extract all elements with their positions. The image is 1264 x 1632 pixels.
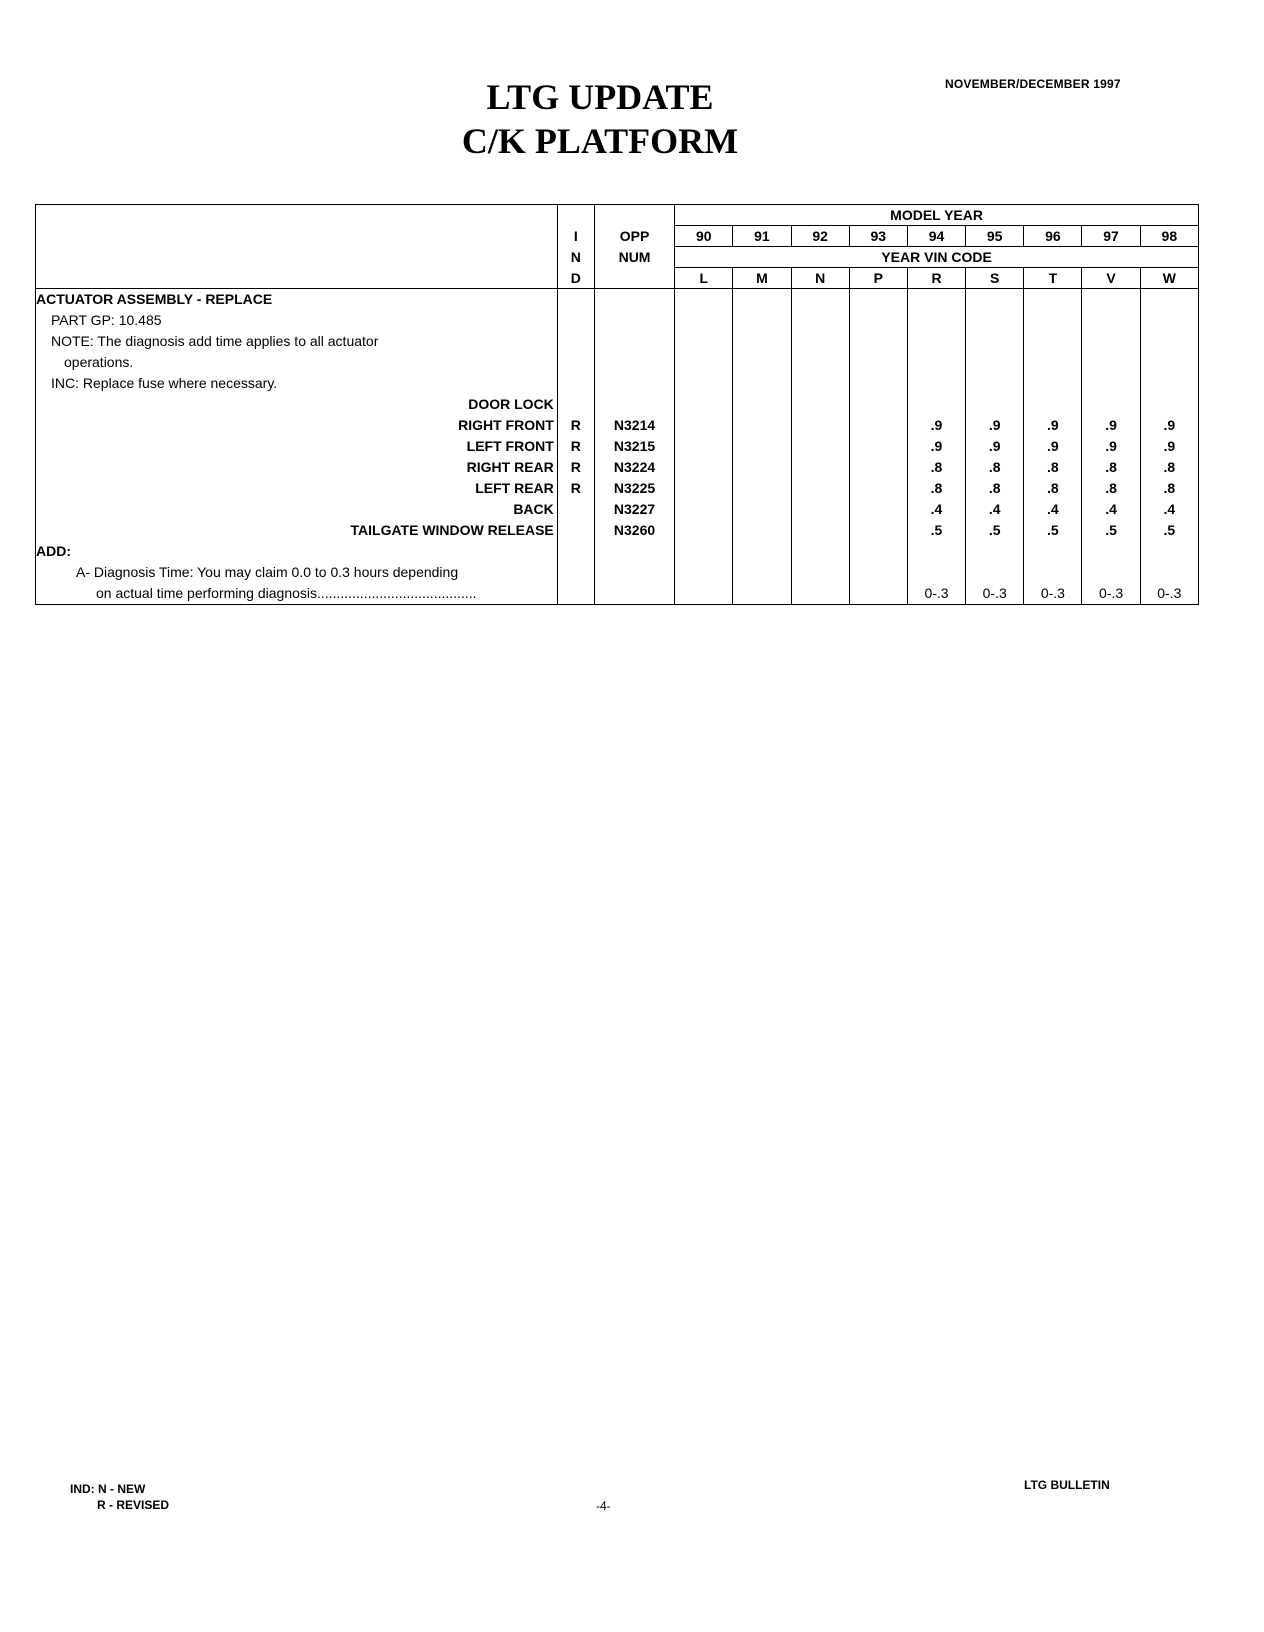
- value-tailgate-92: [792, 520, 849, 541]
- ind-header-1: I: [557, 226, 594, 247]
- value-left-rear-97: .8: [1105, 480, 1117, 496]
- year-column-96: [1024, 289, 1082, 605]
- opp-right-front: N3214: [613, 417, 656, 433]
- ind-right-front: R: [570, 417, 581, 433]
- value-tailgate-96: .5: [1047, 522, 1059, 538]
- value-left-front-95: .9: [988, 438, 1001, 454]
- year-column-97: [1082, 289, 1140, 605]
- add-value-94: 0-.3: [924, 585, 949, 601]
- value-right-rear-94: .8: [930, 459, 943, 475]
- value-left-rear-95: .8: [988, 480, 1001, 496]
- vin-code-W: W: [1140, 268, 1198, 289]
- ind-column: [557, 289, 594, 605]
- value-left-rear-90: [675, 478, 732, 499]
- year-column-92: [791, 289, 849, 605]
- value-right-front-98: .9: [1163, 417, 1176, 433]
- opp-tailgate: N3260: [613, 522, 656, 538]
- value-tailgate-90: [675, 520, 732, 541]
- value-back-90: [675, 499, 732, 520]
- ind-header-blank: [557, 205, 594, 226]
- value-right-rear-98: .8: [1163, 459, 1176, 475]
- value-back-93: [850, 499, 907, 520]
- year-column-91: [733, 289, 791, 605]
- value-right-front-95: .9: [988, 417, 1001, 433]
- year-column-98: [1140, 289, 1198, 605]
- value-back-98: .4: [1163, 501, 1176, 517]
- note-line-1: NOTE: The diagnosis add time applies to all actuator: [51, 333, 379, 349]
- add-label: ADD:: [36, 543, 71, 559]
- ind-right-rear: R: [570, 459, 581, 475]
- year-92: 92: [791, 226, 849, 247]
- opp-back: N3227: [613, 501, 656, 517]
- opp-header-3: [594, 268, 674, 289]
- value-right-rear-90: [675, 457, 732, 478]
- value-left-rear-92: [792, 478, 849, 499]
- value-left-front-94: .9: [930, 438, 943, 454]
- group-door-lock: DOOR LOCK: [468, 396, 554, 412]
- year-column-94: [907, 289, 965, 605]
- opp-left-rear: N3225: [613, 480, 656, 496]
- value-left-front-98: .9: [1163, 438, 1176, 454]
- row-label-back: BACK: [513, 501, 554, 517]
- footer-bulletin: LTG BULLETIN: [1024, 1478, 1110, 1492]
- value-left-rear-93: [850, 478, 907, 499]
- value-back-96: .4: [1047, 501, 1059, 517]
- value-right-front-93: [850, 415, 907, 436]
- value-right-rear-91: [733, 457, 790, 478]
- part-group: PART GP: 10.485: [51, 312, 162, 328]
- value-right-front-90: [675, 415, 732, 436]
- value-tailgate-94: .5: [930, 522, 943, 538]
- ind-header-3: D: [557, 268, 594, 289]
- row-label-right-rear: RIGHT REAR: [466, 459, 554, 475]
- value-left-front-92: [792, 436, 849, 457]
- value-right-rear-96: .8: [1047, 459, 1059, 475]
- add-line-1: A- Diagnosis Time: You may claim 0.0 to 0.3 hours depending: [76, 564, 459, 580]
- title-line-1: LTG UPDATE: [486, 77, 714, 117]
- opp-header-blank: [594, 205, 674, 226]
- value-left-rear-94: .8: [930, 480, 943, 496]
- vin-code-L: L: [675, 268, 733, 289]
- year-94: 94: [907, 226, 965, 247]
- year-93: 93: [849, 226, 907, 247]
- value-tailgate-93: [850, 520, 907, 541]
- vin-code-R: R: [907, 268, 965, 289]
- year-98: 98: [1140, 226, 1198, 247]
- ind-tailgate: [558, 520, 594, 541]
- year-95: 95: [966, 226, 1024, 247]
- row-label-left-rear: LEFT REAR: [475, 480, 554, 496]
- value-tailgate-98: .5: [1163, 522, 1176, 538]
- add-value-97: 0-.3: [1099, 585, 1124, 601]
- title-line-2: C/K PLATFORM: [461, 121, 739, 161]
- vin-code-S: S: [966, 268, 1024, 289]
- vin-code-V: V: [1082, 268, 1140, 289]
- vin-code-T: T: [1024, 268, 1082, 289]
- row-label-right-front: RIGHT FRONT: [458, 417, 554, 433]
- footer-ind-new: IND: N - NEW: [70, 1482, 146, 1496]
- value-right-front-92: [792, 415, 849, 436]
- value-left-front-90: [675, 436, 732, 457]
- footer-ind-revised: R - REVISED: [97, 1498, 170, 1512]
- year-column-95: [966, 289, 1024, 605]
- value-tailgate-97: .5: [1105, 522, 1117, 538]
- value-left-rear-91: [733, 478, 790, 499]
- add-value-96: 0-.3: [1040, 585, 1065, 601]
- value-left-rear-98: .8: [1163, 480, 1176, 496]
- add-value-90: [675, 583, 732, 604]
- value-left-front-91: [733, 436, 790, 457]
- section-title: ACTUATOR ASSEMBLY - REPLACE: [36, 291, 273, 307]
- value-left-front-96: .9: [1047, 438, 1059, 454]
- vin-code-P: P: [849, 268, 907, 289]
- year-90: 90: [675, 226, 733, 247]
- opp-left-front: N3215: [613, 438, 656, 454]
- value-left-front-93: [850, 436, 907, 457]
- year-91: 91: [733, 226, 791, 247]
- add-value-92: [792, 583, 849, 604]
- value-tailgate-91: [733, 520, 790, 541]
- value-back-95: .4: [988, 501, 1001, 517]
- section-body: [36, 289, 1199, 605]
- value-back-94: .4: [930, 501, 943, 517]
- bulletin-date: NOVEMBER/DECEMBER 1997: [945, 77, 1121, 91]
- vin-code-N: N: [791, 268, 849, 289]
- header-row-model-year: [36, 205, 1199, 226]
- ind-left-rear: R: [570, 480, 581, 496]
- value-right-rear-97: .8: [1105, 459, 1117, 475]
- description-header: [36, 205, 558, 289]
- add-value-95: 0-.3: [982, 585, 1007, 601]
- vin-code-M: M: [733, 268, 791, 289]
- ind-left-front: R: [570, 438, 581, 454]
- value-tailgate-95: .5: [988, 522, 1001, 538]
- value-right-front-97: .9: [1105, 417, 1117, 433]
- value-left-front-97: .9: [1105, 438, 1117, 454]
- year-column-90: [675, 289, 733, 605]
- value-right-front-96: .9: [1047, 417, 1059, 433]
- value-right-front-91: [733, 415, 790, 436]
- labor-time-table: [35, 204, 1199, 605]
- value-right-rear-95: .8: [988, 459, 1001, 475]
- year-96: 96: [1024, 226, 1082, 247]
- value-back-92: [792, 499, 849, 520]
- description-column: [36, 289, 558, 605]
- page-number: -4-: [596, 1499, 611, 1513]
- ind-back: [558, 499, 594, 520]
- value-back-91: [733, 499, 790, 520]
- vin-code-label: YEAR VIN CODE: [675, 247, 1199, 268]
- value-back-97: .4: [1105, 501, 1117, 517]
- opp-right-rear: N3224: [613, 459, 656, 475]
- row-label-tailgate: TAILGATE WINDOW RELEASE: [350, 522, 554, 538]
- value-right-rear-93: [850, 457, 907, 478]
- value-left-rear-96: .8: [1047, 480, 1059, 496]
- add-value-91: [733, 583, 790, 604]
- year-97: 97: [1082, 226, 1140, 247]
- opp-column: [594, 289, 674, 605]
- year-column-93: [849, 289, 907, 605]
- add-line-2: on actual time performing diagnosis.........................................: [96, 585, 477, 601]
- opp-header-2: NUM: [594, 247, 674, 268]
- ind-header-2: N: [557, 247, 594, 268]
- add-value-93: [850, 583, 907, 604]
- opp-header-1: OPP: [594, 226, 674, 247]
- row-label-left-front: LEFT FRONT: [466, 438, 554, 454]
- value-right-front-94: .9: [930, 417, 943, 433]
- value-right-rear-92: [792, 457, 849, 478]
- model-year-label: MODEL YEAR: [675, 205, 1199, 226]
- add-value-98: 0-.3: [1157, 585, 1182, 601]
- note-line-2: operations.: [64, 354, 134, 370]
- inc-line: INC: Replace fuse where necessary.: [51, 375, 278, 391]
